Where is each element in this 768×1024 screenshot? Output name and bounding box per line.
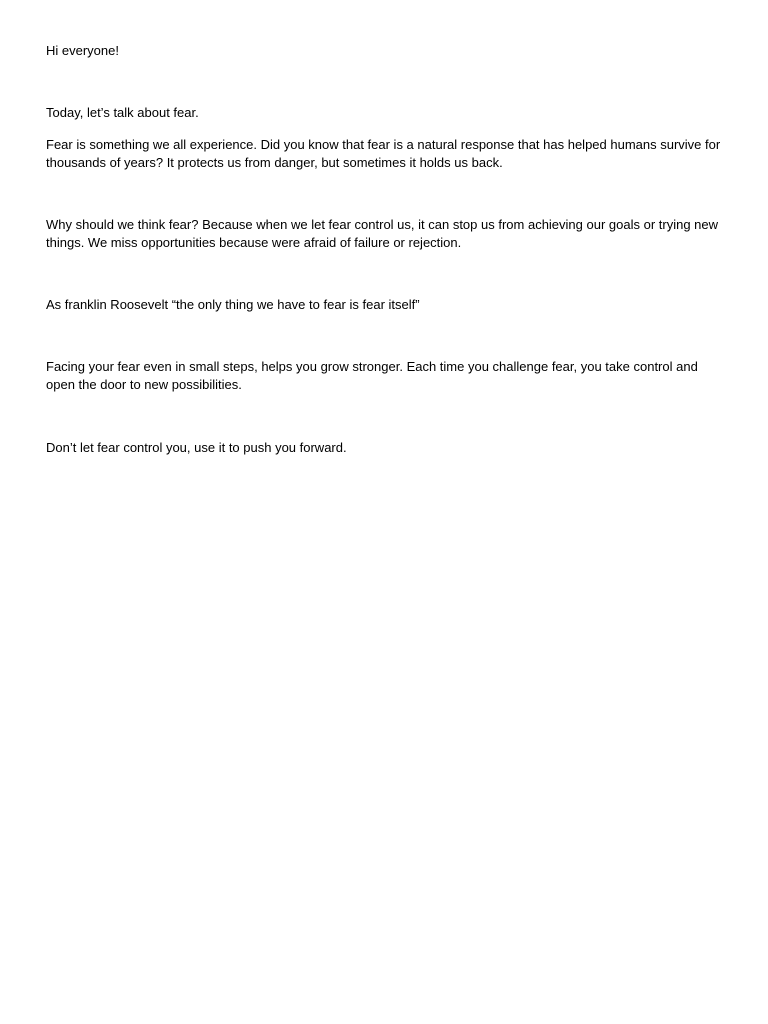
intro-paragraph: Today, let’s talk about fear. xyxy=(46,105,199,120)
quote-paragraph: As franklin Roosevelt “the only thing we have to fear is fear itself” xyxy=(46,297,420,312)
closing-paragraph: Don’t let fear control you, use it to push you forward. xyxy=(46,440,347,455)
greeting-paragraph: Hi everyone! xyxy=(46,43,119,58)
why-think-fear-paragraph: Why should we think fear? Because when we let fear control us, it can stop us from achieving our goals or trying new things. We miss opportunities because were afraid of failure or rejection. xyxy=(46,217,719,250)
fear-definition-paragraph: Fear is something we all experience. Did you know that fear is a natural response that has helped humans survive for thousands of years? It protects us from danger, but sometimes it holds us back. xyxy=(46,137,721,170)
facing-fear-paragraph: Facing your fear even in small steps, helps you grow stronger. Each time you challenge fear, you take control and open the door to new possibilities. xyxy=(46,359,698,392)
